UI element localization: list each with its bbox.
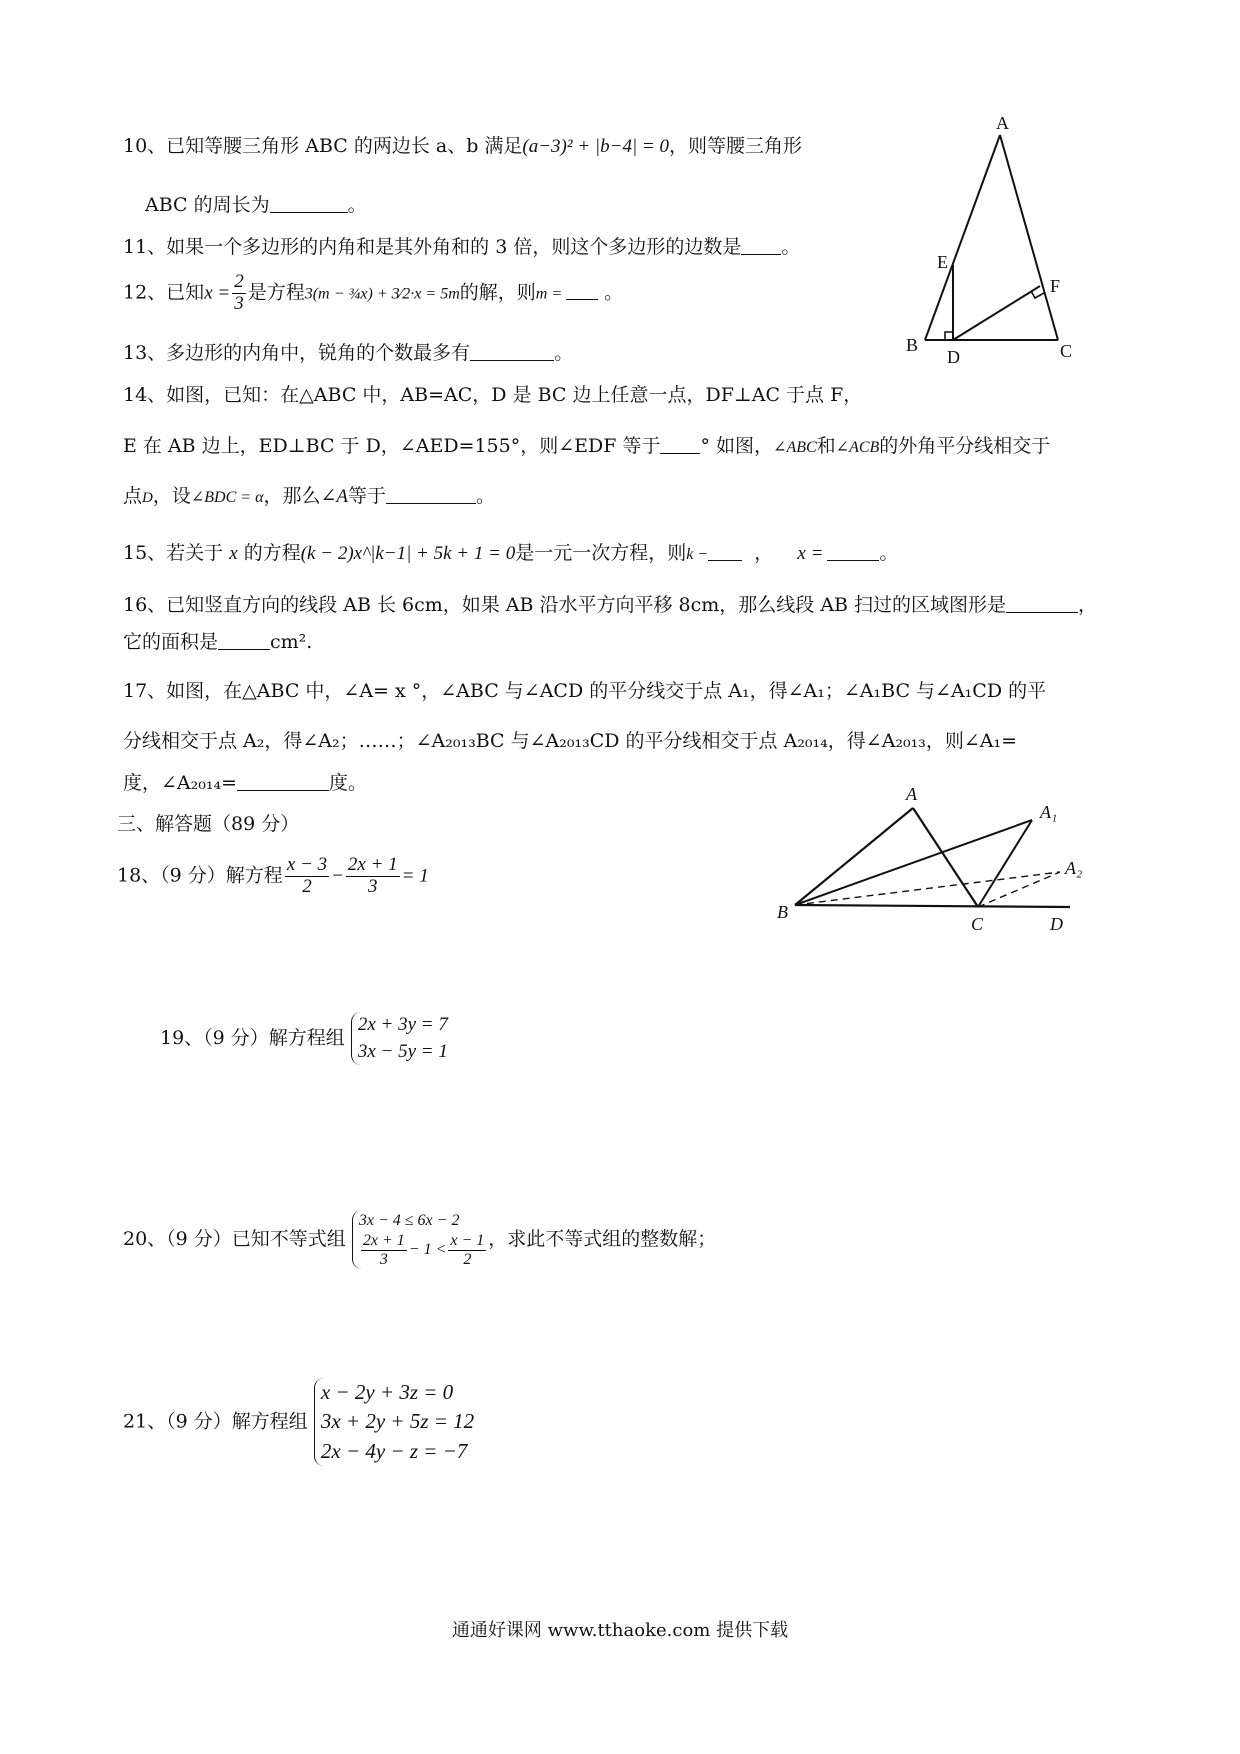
q15-sep: ，: [754, 542, 774, 564]
fig14-label-e: E: [937, 252, 948, 272]
q14-and: 和: [816, 435, 836, 457]
q14-line2: [123, 434, 1050, 458]
q19-line: [160, 1012, 448, 1065]
q12-frac-num: 2: [234, 271, 244, 292]
fig14-side-ac: [1000, 135, 1061, 340]
q14-bdc: ∠BDC = α: [190, 489, 264, 506]
q12-equation: 3(m − ¾x) + 3⁄2·x = 5m: [304, 285, 460, 303]
q18-f2-num: 2x + 1: [347, 854, 398, 875]
q20-f1-num: 2x + 1: [362, 1232, 405, 1250]
fig17-label-a1: A₁: [1040, 802, 1058, 822]
q18-rhs: = 1: [401, 865, 429, 887]
page-footer: 通通好课网 www.tthaoke.com 提供下载: [451, 1620, 789, 1641]
fig17-bisector-ba1: [795, 820, 1032, 905]
q11-end: 。: [781, 236, 801, 258]
q14-angle-acb: ∠ACB: [835, 439, 880, 456]
section-title-text: 三、解答题（89 分）: [117, 813, 300, 835]
q18-text: 18、（9 分）解方程: [117, 864, 283, 887]
q19-eq1: 2x + 3y = 7: [357, 1014, 448, 1035]
q19-system: [351, 1012, 448, 1065]
q14-line1: [123, 384, 862, 407]
q21-line: [123, 1378, 474, 1466]
q12-text-a: 12、已知: [123, 281, 205, 304]
fig17-line-bd: [795, 905, 1070, 907]
q17-line3-text-b: 度。: [329, 772, 368, 794]
q13-answer-blank[interactable]: [470, 341, 554, 361]
q12-x-eq: x =: [204, 282, 231, 304]
q20-f1-den: 3: [379, 1250, 388, 1268]
q14-edf-blank[interactable]: [660, 434, 700, 454]
fig17-side-ac: [913, 808, 978, 907]
q16-unit: cm².: [270, 631, 313, 653]
q14-line2-text-c: 的外角平分线相交于: [879, 435, 1051, 457]
q20-eq2: [359, 1232, 488, 1268]
q18-f2-den: 3: [368, 875, 378, 897]
q12-text-b: 是方程: [247, 281, 305, 304]
q13-text: 13、多边形的内角中，锐角的个数最多有: [123, 342, 471, 364]
q19-text: 19、（9 分）解方程组: [160, 1027, 345, 1050]
q14-angle-abc: ∠ABC: [773, 439, 817, 456]
q17-line3: [123, 771, 367, 795]
fig14-right-angle-f: [1031, 291, 1044, 298]
fig17-side-ab: [795, 808, 913, 905]
q21-system: [314, 1378, 474, 1466]
q10-answer-blank[interactable]: [270, 193, 348, 213]
q19-eq2: 3x − 5y = 1: [357, 1040, 448, 1062]
q15-k: k −: [686, 546, 709, 563]
q18-fraction-2: [346, 855, 400, 898]
q15-k-blank[interactable]: [708, 541, 742, 561]
q20-eq2-mid: − 1 <: [408, 1241, 447, 1259]
q15-x: x: [229, 543, 238, 564]
q15-text-a: 15、若关于: [123, 542, 224, 564]
q10-line1: [123, 135, 802, 159]
q18-f1-num: x − 3: [286, 854, 328, 875]
q10-condition: (a−3)² + |b−4| = 0: [522, 136, 669, 157]
q15-equation: (k − 2)x^|k−1| + 5k + 1 = 0: [300, 543, 516, 564]
q15-end: 。: [879, 542, 899, 564]
q20-f2-num: x − 1: [450, 1232, 485, 1250]
q12-frac-den: 3: [234, 292, 244, 314]
q17-line2-text: 分线相交于点 A₂，得∠A₂；……；∠A₂₀₁₃BC 与∠A₂₀₁₃CD 的平分线相交于点 A₂₀₁₄，得∠A₂₀₁₃，则∠A₁=: [123, 730, 1018, 752]
q14-point-d: D: [142, 490, 153, 506]
q16-line2-text: 它的面积是: [123, 631, 219, 653]
q18-minus: −: [331, 865, 344, 887]
q16-shape-blank[interactable]: [1006, 593, 1078, 613]
q14-line2-text: E 在 AB 边上，ED⊥BC 于 D，∠AED=155°，则∠EDF 等于: [123, 435, 661, 457]
q21-text: 21、（9 分）解方程组: [123, 1410, 308, 1433]
q14-line3-text-b: ，设: [152, 485, 191, 507]
fig17-bisector-ca1: [978, 820, 1032, 907]
q16-line2: [123, 630, 312, 654]
fig17-label-a: A: [906, 784, 917, 804]
q20-text: 20、（9 分）已知不等式组: [123, 1227, 346, 1250]
fig14-label-f: F: [1050, 276, 1061, 296]
q18-fraction-1: [285, 855, 329, 898]
q20-after: ，求此不等式组的整数解；: [488, 1227, 717, 1250]
q11-answer-blank[interactable]: [741, 235, 781, 255]
fig17-bisector-ba2: [795, 872, 1060, 905]
q14-line3-text-c: ，那么: [263, 485, 321, 507]
fig14-label-a: A: [996, 113, 1009, 133]
q12-line: [123, 272, 623, 315]
q13-line: [123, 341, 573, 365]
q14-line3-text: 点: [123, 485, 143, 507]
q14-angle-a: ∠A: [320, 486, 349, 507]
q14-line2-text-b: ° 如图，: [700, 435, 774, 457]
q17-line2: [123, 730, 1017, 753]
q17-a2014-blank[interactable]: [237, 771, 329, 791]
fig17-label-c: C: [971, 914, 984, 934]
q14-line1-text: 14、如图，已知：在△ABC 中，AB=AC，D 是 BC 边上任意一点，DF⊥AC 于点 F，: [123, 384, 863, 406]
q10-text: 10、已知等腰三角形 ABC 的两边长 a、b 满足: [123, 135, 523, 157]
figure-q17: [770, 780, 1100, 950]
q20-f2-den: 2: [463, 1250, 472, 1268]
q21-eq1: x − 2y + 3z = 0: [320, 1380, 454, 1404]
q10-end: 。: [347, 194, 367, 216]
fig17-label-d: D: [1050, 914, 1063, 934]
q18-line: [117, 855, 429, 898]
fig14-side-ab: [925, 135, 1000, 340]
fig14-label-c: C: [1060, 341, 1073, 361]
q16-comma: ，: [1078, 594, 1098, 616]
q20-line: [123, 1210, 716, 1269]
q16-line1-text: 16、已知竖直方向的线段 AB 长 6cm，如果 AB 沿水平方向平移 8cm，那么线段 AB 扫过的区域图形是: [123, 594, 1007, 616]
fig17-label-a2: A₂: [1065, 858, 1083, 878]
section-title: [117, 813, 299, 836]
q12-m-eq: m =: [535, 285, 563, 303]
fig17-label-b: B: [777, 902, 788, 922]
q15-text-c: 是一元一次方程，则: [515, 542, 687, 564]
q12-answer-blank[interactable]: [566, 280, 598, 300]
q20-f1: [361, 1232, 407, 1268]
q20-system: [352, 1210, 488, 1269]
q12-end: 。: [604, 281, 624, 304]
q20-f2: [448, 1232, 486, 1268]
fig14-label-b: B: [906, 335, 919, 355]
q12-fraction: [232, 272, 246, 315]
q15-line: [123, 541, 898, 566]
q17-line1-text: 17、如图，在△ABC 中，∠A= x °，∠ABC 与∠ACD 的平分线交于点 A₁，得∠A₁；∠A₁BC 与∠A₁CD 的平: [123, 680, 1047, 702]
figure-q14: [900, 113, 1080, 370]
q14-end: 。: [476, 485, 496, 507]
q21-eq3: 2x − 4y − z = −7: [320, 1438, 468, 1463]
q14-line3: [123, 484, 495, 509]
q13-end: 。: [554, 342, 574, 364]
q10-text-b: ，则等腰三角形: [669, 135, 803, 157]
q21-eq2: 3x + 2y + 5z = 12: [320, 1409, 475, 1434]
q15-x-blank[interactable]: [827, 541, 879, 561]
q17-line3-text: 度，∠A₂₀₁₄=: [123, 772, 238, 794]
q16-line1: [123, 593, 1097, 617]
q14-angle-a-blank[interactable]: [386, 484, 476, 504]
q16-area-blank[interactable]: [218, 630, 270, 650]
q15-text-b: 的方程: [243, 542, 301, 564]
q20-eq1: 3x − 4 ≤ 6x − 2: [358, 1212, 460, 1229]
q17-line1: [123, 680, 1046, 703]
q15-x-eq: x =: [797, 543, 824, 564]
q14-line3-text-d: 等于: [348, 485, 387, 507]
fig14-right-angle-d: [945, 332, 953, 340]
q10-line2-text: ABC 的周长为: [145, 194, 270, 216]
q11-line: [123, 235, 800, 259]
q18-f1-den: 2: [302, 875, 312, 897]
fig17-bisector-ca2: [978, 872, 1060, 907]
fig14-segment-df: [953, 286, 1040, 340]
q11-text: 11、如果一个多边形的内角和是其外角和的 3 倍，则这个多边形的边数是: [123, 236, 742, 258]
q10-line2: [145, 193, 367, 217]
q12-text-c: 的解，则: [459, 281, 536, 304]
fig14-label-d: D: [947, 347, 960, 367]
